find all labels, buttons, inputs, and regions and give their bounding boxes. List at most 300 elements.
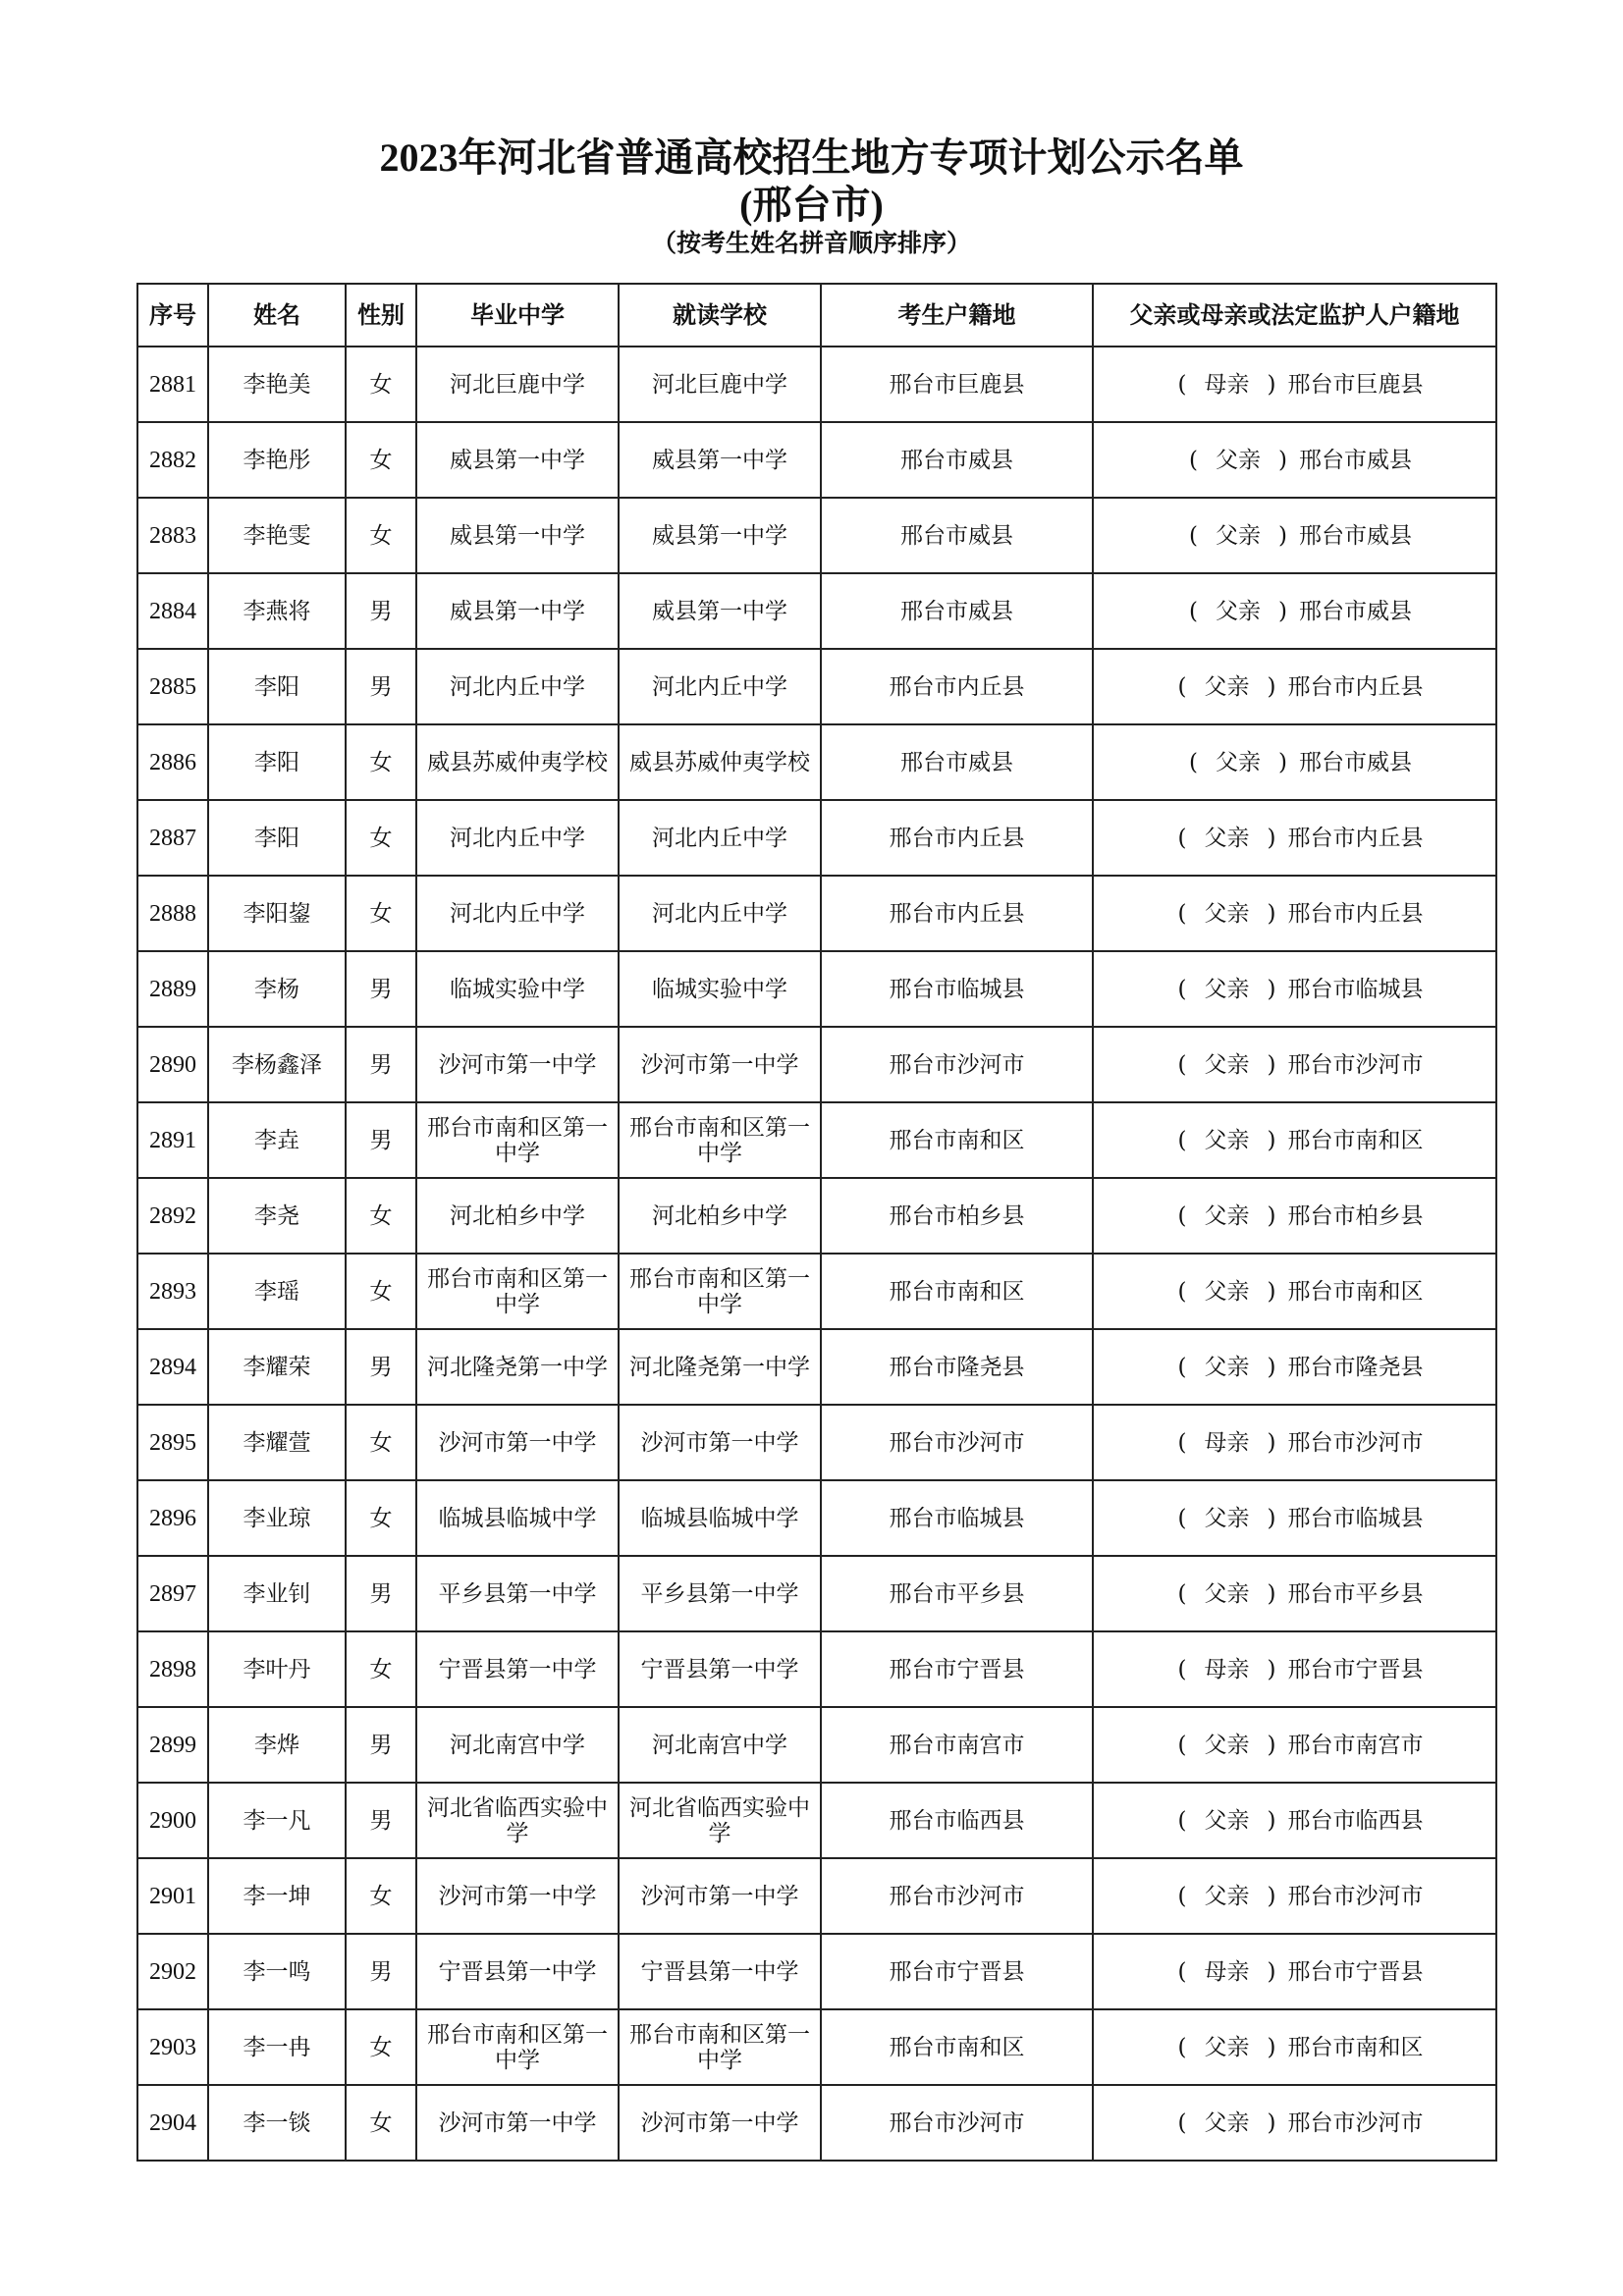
- open-paren: (: [1189, 447, 1198, 473]
- cell-name: 李耀萱: [208, 1405, 346, 1480]
- city-subtitle: (邢台市): [739, 183, 884, 227]
- cell-residence: 邢台市沙河市: [821, 2085, 1093, 2161]
- table-row: [137, 1707, 1496, 1783]
- open-paren: (: [1177, 976, 1187, 1002]
- cell-guardian-residence: [1093, 1027, 1496, 1102]
- cell-gender: 女: [346, 498, 416, 573]
- table-row: [137, 724, 1496, 800]
- table-row: [137, 1027, 1496, 1102]
- guardian-relation: 父亲: [1204, 1732, 1250, 1758]
- cell-no: 2903: [137, 2009, 208, 2085]
- cell-no: 2881: [137, 347, 208, 422]
- cell-guardian-residence: [1093, 724, 1496, 800]
- guardian-place: 邢台市内丘县: [1287, 825, 1424, 851]
- close-paren: ): [1267, 1958, 1276, 1985]
- close-paren: ): [1267, 1051, 1276, 1078]
- cell-no: 2902: [137, 1934, 208, 2009]
- cell-gender: 女: [346, 2009, 416, 2085]
- cell-guardian-residence: [1093, 1405, 1496, 1480]
- table-row: [137, 1254, 1496, 1329]
- guardian-relation: 父亲: [1216, 447, 1261, 473]
- cell-current-school: 威县第一中学: [619, 498, 821, 573]
- guardian-place: 邢台市南宫市: [1287, 1732, 1424, 1758]
- open-paren: (: [1177, 1958, 1187, 1985]
- cell-current-school: 沙河市第一中学: [619, 1858, 821, 1934]
- cell-gender: 女: [346, 1631, 416, 1707]
- table-row: [137, 1480, 1496, 1556]
- cell-current-school: 河北内丘中学: [619, 649, 821, 724]
- cell-gender: 男: [346, 1556, 416, 1631]
- cell-grad-school: 宁晋县第一中学: [416, 1631, 619, 1707]
- open-paren: (: [1177, 1883, 1187, 1909]
- close-paren: ): [1267, 825, 1276, 851]
- cell-grad-school: 沙河市第一中学: [416, 1858, 619, 1934]
- table-row: [137, 1405, 1496, 1480]
- guardian-place: 邢台市沙河市: [1287, 1883, 1424, 1909]
- cell-grad-school: 威县苏威仲夷学校: [416, 724, 619, 800]
- cell-guardian-residence: [1093, 1858, 1496, 1934]
- cell-residence: 邢台市宁晋县: [821, 1631, 1093, 1707]
- cell-no: 2893: [137, 1254, 208, 1329]
- cell-guardian-residence: [1093, 800, 1496, 876]
- cell-current-school: 威县苏威仲夷学校: [619, 724, 821, 800]
- cell-name: 李艳雯: [208, 498, 346, 573]
- cell-no: 2895: [137, 1405, 208, 1480]
- table-body: [137, 347, 1496, 2161]
- cell-name: 李阳鋆: [208, 876, 346, 951]
- guardian-relation: 母亲: [1204, 1656, 1250, 1682]
- cell-residence: 邢台市内丘县: [821, 649, 1093, 724]
- cell-residence: 邢台市威县: [821, 498, 1093, 573]
- cell-residence: 邢台市南和区: [821, 1102, 1093, 1178]
- open-paren: (: [1177, 1278, 1187, 1305]
- cell-name: 李瑶: [208, 1254, 346, 1329]
- cell-residence: 邢台市南和区: [821, 1254, 1093, 1329]
- open-paren: (: [1177, 1127, 1187, 1153]
- open-paren: (: [1189, 522, 1198, 549]
- close-paren: ): [1267, 1429, 1276, 1456]
- roster-table: [136, 283, 1497, 2162]
- cell-residence: 邢台市威县: [821, 422, 1093, 498]
- cell-grad-school: 邢台市南和区第一中学: [416, 2009, 619, 2085]
- close-paren: ): [1267, 371, 1276, 398]
- cell-current-school: 河北隆尧第一中学: [619, 1329, 821, 1405]
- table-row: [137, 498, 1496, 573]
- cell-gender: 女: [346, 422, 416, 498]
- cell-grad-school: 沙河市第一中学: [416, 1405, 619, 1480]
- open-paren: (: [1177, 1354, 1187, 1380]
- cell-current-school: 河北柏乡中学: [619, 1178, 821, 1254]
- guardian-place: 邢台市临城县: [1287, 976, 1424, 1002]
- table-row: [137, 876, 1496, 951]
- cell-residence: 邢台市内丘县: [821, 876, 1093, 951]
- open-paren: (: [1189, 749, 1198, 775]
- table-row: [137, 422, 1496, 498]
- cell-no: 2887: [137, 800, 208, 876]
- cell-guardian-residence: [1093, 1178, 1496, 1254]
- guardian-relation: 母亲: [1204, 1429, 1250, 1456]
- cell-residence: 邢台市沙河市: [821, 1027, 1093, 1102]
- cell-guardian-residence: [1093, 1480, 1496, 1556]
- cell-residence: 邢台市柏乡县: [821, 1178, 1093, 1254]
- header-row: [137, 284, 1496, 347]
- table-row: [137, 347, 1496, 422]
- cell-grad-school: 宁晋县第一中学: [416, 1934, 619, 2009]
- close-paren: ): [1267, 2109, 1276, 2136]
- cell-current-school: 威县第一中学: [619, 422, 821, 498]
- open-paren: (: [1177, 1202, 1187, 1229]
- cell-residence: 邢台市内丘县: [821, 800, 1093, 876]
- guardian-relation: 父亲: [1204, 1505, 1250, 1531]
- cell-name: 李阳: [208, 800, 346, 876]
- cell-grad-school: 河北内丘中学: [416, 649, 619, 724]
- cell-current-school: 邢台市南和区第一中学: [619, 1102, 821, 1178]
- guardian-place: 邢台市沙河市: [1287, 1429, 1424, 1456]
- guardian-relation: 父亲: [1204, 1278, 1250, 1305]
- table-row: [137, 1556, 1496, 1631]
- cell-no: 2904: [137, 2085, 208, 2161]
- guardian-relation: 父亲: [1216, 522, 1261, 549]
- close-paren: ): [1278, 749, 1287, 775]
- cell-no: 2890: [137, 1027, 208, 1102]
- col-header-current-school: 就读学校: [619, 284, 821, 347]
- cell-residence: 邢台市威县: [821, 573, 1093, 649]
- guardian-place: 邢台市柏乡县: [1287, 1202, 1424, 1229]
- table-row: [137, 1934, 1496, 2009]
- cell-gender: 女: [346, 1480, 416, 1556]
- cell-guardian-residence: [1093, 649, 1496, 724]
- guardian-place: 邢台市沙河市: [1287, 2109, 1424, 2136]
- open-paren: (: [1177, 825, 1187, 851]
- cell-name: 李阳: [208, 724, 346, 800]
- guardian-place: 邢台市内丘县: [1287, 900, 1424, 927]
- cell-gender: 女: [346, 1178, 416, 1254]
- col-header-no: 序号: [137, 284, 208, 347]
- cell-residence: 邢台市临城县: [821, 951, 1093, 1027]
- cell-gender: 男: [346, 1329, 416, 1405]
- guardian-place: 邢台市沙河市: [1287, 1051, 1424, 1078]
- cell-grad-school: 威县第一中学: [416, 573, 619, 649]
- cell-no: 2884: [137, 573, 208, 649]
- cell-gender: 女: [346, 347, 416, 422]
- open-paren: (: [1189, 598, 1198, 624]
- close-paren: ): [1267, 673, 1276, 700]
- cell-gender: 男: [346, 649, 416, 724]
- cell-name: 李一坤: [208, 1858, 346, 1934]
- cell-guardian-residence: [1093, 876, 1496, 951]
- cell-guardian-residence: [1093, 573, 1496, 649]
- cell-guardian-residence: [1093, 2009, 1496, 2085]
- cell-residence: 邢台市临城县: [821, 1480, 1093, 1556]
- close-paren: ): [1278, 447, 1287, 473]
- table-row: [137, 1102, 1496, 1178]
- guardian-relation: 父亲: [1204, 2034, 1250, 2060]
- cell-name: 李叶丹: [208, 1631, 346, 1707]
- cell-no: 2898: [137, 1631, 208, 1707]
- cell-guardian-residence: [1093, 498, 1496, 573]
- guardian-relation: 父亲: [1204, 1051, 1250, 1078]
- close-paren: ): [1267, 900, 1276, 927]
- cell-name: 李燕将: [208, 573, 346, 649]
- cell-residence: 邢台市沙河市: [821, 1405, 1093, 1480]
- cell-current-school: 邢台市南和区第一中学: [619, 2009, 821, 2085]
- close-paren: ): [1267, 1354, 1276, 1380]
- col-header-name: 姓名: [208, 284, 346, 347]
- cell-guardian-residence: [1093, 1783, 1496, 1858]
- table-row: [137, 1783, 1496, 1858]
- guardian-place: 邢台市威县: [1298, 749, 1412, 775]
- cell-grad-school: 河北内丘中学: [416, 800, 619, 876]
- cell-guardian-residence: [1093, 1329, 1496, 1405]
- table-row: [137, 649, 1496, 724]
- cell-gender: 女: [346, 1858, 416, 1934]
- cell-name: 李一鸣: [208, 1934, 346, 2009]
- guardian-place: 邢台市临西县: [1287, 1807, 1424, 1834]
- cell-name: 李杨鑫泽: [208, 1027, 346, 1102]
- cell-name: 李一凡: [208, 1783, 346, 1858]
- cell-current-school: 宁晋县第一中学: [619, 1631, 821, 1707]
- cell-residence: 邢台市平乡县: [821, 1556, 1093, 1631]
- close-paren: ): [1267, 1127, 1276, 1153]
- open-paren: (: [1177, 1505, 1187, 1531]
- open-paren: (: [1177, 1051, 1187, 1078]
- guardian-relation: 父亲: [1204, 976, 1250, 1002]
- cell-guardian-residence: [1093, 1631, 1496, 1707]
- cell-residence: 邢台市宁晋县: [821, 1934, 1093, 2009]
- guardian-relation: 父亲: [1216, 749, 1261, 775]
- cell-current-school: 河北南宫中学: [619, 1707, 821, 1783]
- cell-name: 李烨: [208, 1707, 346, 1783]
- cell-current-school: 临城实验中学: [619, 951, 821, 1027]
- table-row: [137, 800, 1496, 876]
- cell-no: 2896: [137, 1480, 208, 1556]
- cell-no: 2886: [137, 724, 208, 800]
- cell-grad-school: 平乡县第一中学: [416, 1556, 619, 1631]
- guardian-place: 邢台市宁晋县: [1287, 1958, 1424, 1985]
- guardian-place: 邢台市内丘县: [1287, 673, 1424, 700]
- guardian-relation: 父亲: [1204, 1202, 1250, 1229]
- cell-current-school: 平乡县第一中学: [619, 1556, 821, 1631]
- table-row: [137, 1329, 1496, 1405]
- cell-name: 李艳彤: [208, 422, 346, 498]
- close-paren: ): [1267, 976, 1276, 1002]
- open-paren: (: [1177, 900, 1187, 927]
- guardian-relation: 父亲: [1204, 900, 1250, 927]
- open-paren: (: [1177, 1429, 1187, 1456]
- cell-no: 2894: [137, 1329, 208, 1405]
- cell-current-school: 威县第一中学: [619, 573, 821, 649]
- close-paren: ): [1278, 598, 1287, 624]
- table-row: [137, 2085, 1496, 2161]
- guardian-relation: 母亲: [1204, 1958, 1250, 1985]
- guardian-place: 邢台市威县: [1298, 447, 1412, 473]
- cell-grad-school: 河北南宫中学: [416, 1707, 619, 1783]
- cell-guardian-residence: [1093, 422, 1496, 498]
- close-paren: ): [1267, 1202, 1276, 1229]
- cell-grad-school: 沙河市第一中学: [416, 1027, 619, 1102]
- open-paren: (: [1177, 371, 1187, 398]
- cell-grad-school: 河北巨鹿中学: [416, 347, 619, 422]
- guardian-place: 邢台市南和区: [1287, 1127, 1424, 1153]
- cell-current-school: 沙河市第一中学: [619, 2085, 821, 2161]
- table-row: [137, 2009, 1496, 2085]
- cell-guardian-residence: [1093, 347, 1496, 422]
- cell-no: 2901: [137, 1858, 208, 1934]
- close-paren: ): [1267, 1278, 1276, 1305]
- open-paren: (: [1177, 1580, 1187, 1607]
- col-header-residence: 考生户籍地: [821, 284, 1093, 347]
- col-header-grad-school: 毕业中学: [416, 284, 619, 347]
- cell-gender: 男: [346, 1934, 416, 2009]
- cell-gender: 男: [346, 1027, 416, 1102]
- close-paren: ): [1267, 1883, 1276, 1909]
- cell-gender: 女: [346, 1254, 416, 1329]
- cell-name: 李尧: [208, 1178, 346, 1254]
- cell-current-school: 河北巨鹿中学: [619, 347, 821, 422]
- cell-current-school: 临城县临城中学: [619, 1480, 821, 1556]
- guardian-place: 邢台市南和区: [1287, 2034, 1424, 2060]
- cell-guardian-residence: [1093, 1707, 1496, 1783]
- close-paren: ): [1267, 1732, 1276, 1758]
- close-paren: ): [1267, 1505, 1276, 1531]
- cell-gender: 男: [346, 951, 416, 1027]
- guardian-relation: 父亲: [1204, 1127, 1250, 1153]
- cell-name: 李业钊: [208, 1556, 346, 1631]
- guardian-place: 邢台市平乡县: [1287, 1580, 1424, 1607]
- cell-grad-school: 河北内丘中学: [416, 876, 619, 951]
- table-row: [137, 1858, 1496, 1934]
- close-paren: ): [1267, 1656, 1276, 1682]
- cell-grad-school: 威县第一中学: [416, 498, 619, 573]
- cell-current-school: 沙河市第一中学: [619, 1405, 821, 1480]
- cell-grad-school: 邢台市南和区第一中学: [416, 1102, 619, 1178]
- cell-guardian-residence: [1093, 1102, 1496, 1178]
- cell-gender: 女: [346, 800, 416, 876]
- guardian-place: 邢台市巨鹿县: [1287, 371, 1424, 398]
- cell-name: 李垚: [208, 1102, 346, 1178]
- open-paren: (: [1177, 2034, 1187, 2060]
- cell-grad-school: 邢台市南和区第一中学: [416, 1254, 619, 1329]
- cell-residence: 邢台市南和区: [821, 2009, 1093, 2085]
- cell-no: 2888: [137, 876, 208, 951]
- cell-grad-school: 威县第一中学: [416, 422, 619, 498]
- close-paren: ): [1278, 522, 1287, 549]
- cell-no: 2900: [137, 1783, 208, 1858]
- cell-grad-school: 河北隆尧第一中学: [416, 1329, 619, 1405]
- cell-current-school: 河北内丘中学: [619, 800, 821, 876]
- guardian-relation: 父亲: [1204, 2109, 1250, 2136]
- cell-guardian-residence: [1093, 2085, 1496, 2161]
- cell-gender: 女: [346, 2085, 416, 2161]
- cell-current-school: 河北省临西实验中学: [619, 1783, 821, 1858]
- cell-no: 2885: [137, 649, 208, 724]
- cell-gender: 女: [346, 1405, 416, 1480]
- cell-grad-school: 临城实验中学: [416, 951, 619, 1027]
- cell-name: 李一冉: [208, 2009, 346, 2085]
- cell-current-school: 河北内丘中学: [619, 876, 821, 951]
- guardian-relation: 父亲: [1204, 1354, 1250, 1380]
- cell-residence: 邢台市隆尧县: [821, 1329, 1093, 1405]
- guardian-place: 邢台市威县: [1298, 522, 1412, 549]
- guardian-place: 邢台市威县: [1298, 598, 1412, 624]
- close-paren: ): [1267, 1807, 1276, 1834]
- cell-no: 2897: [137, 1556, 208, 1631]
- col-header-guardian-residence: 父亲或母亲或法定监护人户籍地: [1093, 284, 1496, 347]
- cell-gender: 男: [346, 1102, 416, 1178]
- cell-grad-school: 河北省临西实验中学: [416, 1783, 619, 1858]
- cell-current-school: 沙河市第一中学: [619, 1027, 821, 1102]
- cell-name: 李艳美: [208, 347, 346, 422]
- guardian-place: 邢台市隆尧县: [1287, 1354, 1424, 1380]
- guardian-relation: 父亲: [1204, 1807, 1250, 1834]
- guardian-relation: 父亲: [1204, 825, 1250, 851]
- cell-no: 2892: [137, 1178, 208, 1254]
- cell-no: 2899: [137, 1707, 208, 1783]
- cell-no: 2891: [137, 1102, 208, 1178]
- guardian-relation: 父亲: [1216, 598, 1261, 624]
- open-paren: (: [1177, 2109, 1187, 2136]
- cell-name: 李耀荣: [208, 1329, 346, 1405]
- cell-grad-school: 河北柏乡中学: [416, 1178, 619, 1254]
- guardian-relation: 父亲: [1204, 1580, 1250, 1607]
- guardian-relation: 父亲: [1204, 673, 1250, 700]
- open-paren: (: [1177, 1732, 1187, 1758]
- cell-current-school: 宁晋县第一中学: [619, 1934, 821, 2009]
- cell-name: 李阳: [208, 649, 346, 724]
- cell-guardian-residence: [1093, 1254, 1496, 1329]
- table-row: [137, 1178, 1496, 1254]
- table-row: [137, 1631, 1496, 1707]
- cell-residence: 邢台市南宫市: [821, 1707, 1093, 1783]
- open-paren: (: [1177, 1807, 1187, 1834]
- cell-guardian-residence: [1093, 1556, 1496, 1631]
- cell-gender: 男: [346, 573, 416, 649]
- cell-name: 李一锬: [208, 2085, 346, 2161]
- table-header: [137, 284, 1496, 347]
- close-paren: ): [1267, 1580, 1276, 1607]
- cell-no: 2882: [137, 422, 208, 498]
- guardian-place: 邢台市南和区: [1287, 1278, 1424, 1305]
- sort-note: （按考生姓名拼音顺序排序）: [651, 231, 971, 257]
- page-title: 2023年河北省普通高校招生地方专项计划公示名单: [379, 135, 1244, 180]
- cell-current-school: 邢台市南和区第一中学: [619, 1254, 821, 1329]
- cell-name: 李业琼: [208, 1480, 346, 1556]
- open-paren: (: [1177, 673, 1187, 700]
- guardian-relation: 母亲: [1204, 371, 1250, 398]
- cell-no: 2883: [137, 498, 208, 573]
- cell-residence: 邢台市威县: [821, 724, 1093, 800]
- cell-grad-school: 临城县临城中学: [416, 1480, 619, 1556]
- cell-residence: 邢台市沙河市: [821, 1858, 1093, 1934]
- table-row: [137, 573, 1496, 649]
- guardian-place: 邢台市宁晋县: [1287, 1656, 1424, 1682]
- cell-grad-school: 沙河市第一中学: [416, 2085, 619, 2161]
- cell-gender: 男: [346, 1783, 416, 1858]
- cell-gender: 女: [346, 876, 416, 951]
- cell-no: 2889: [137, 951, 208, 1027]
- guardian-relation: 父亲: [1204, 1883, 1250, 1909]
- table-row: [137, 951, 1496, 1027]
- cell-gender: 女: [346, 724, 416, 800]
- open-paren: (: [1177, 1656, 1187, 1682]
- cell-residence: 邢台市临西县: [821, 1783, 1093, 1858]
- close-paren: ): [1267, 2034, 1276, 2060]
- col-header-gender: 性别: [346, 284, 416, 347]
- guardian-place: 邢台市临城县: [1287, 1505, 1424, 1531]
- cell-guardian-residence: [1093, 1934, 1496, 2009]
- cell-name: 李杨: [208, 951, 346, 1027]
- cell-gender: 男: [346, 1707, 416, 1783]
